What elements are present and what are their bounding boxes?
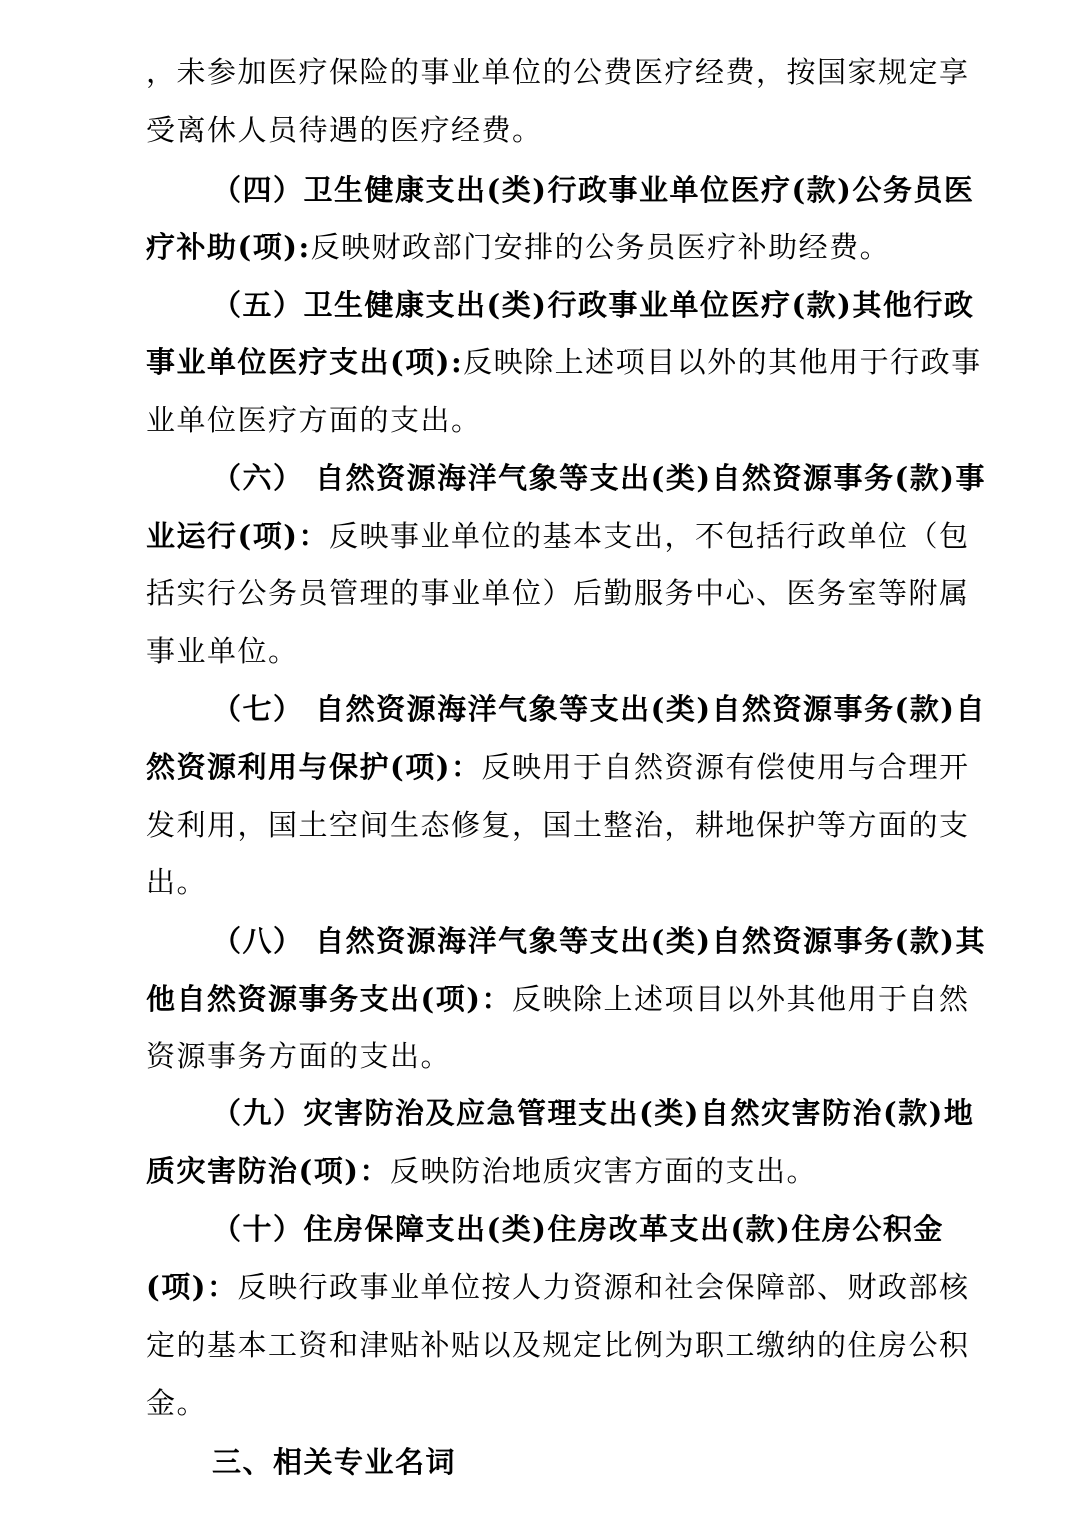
section-heading-7 — [212, 689, 986, 729]
text-line — [146, 1325, 970, 1365]
text-span: 金。 — [146, 1386, 208, 1420]
text-line — [146, 1036, 451, 1076]
text-line — [146, 631, 299, 671]
text-line — [146, 747, 969, 787]
term-label: 然资源利用与保护(项)： — [146, 750, 482, 784]
text-line — [146, 227, 890, 267]
section-heading-5 — [212, 285, 974, 325]
text-line — [146, 805, 970, 845]
text-line — [146, 1151, 817, 1191]
text-line — [146, 1267, 969, 1307]
text-line — [146, 110, 543, 150]
text-line — [146, 1383, 207, 1423]
section-title — [212, 1442, 456, 1482]
term-label: 事业单位医疗支出(项): — [146, 345, 464, 379]
text-span: 反映事业单位的基本支出，不包括行政单位（包 — [328, 519, 970, 553]
term-label: 疗补助(项): — [146, 230, 311, 264]
text-span: 受离休人员待遇的医疗经费。 — [146, 113, 543, 147]
text-line — [146, 979, 969, 1019]
section-heading-6 — [212, 458, 986, 498]
text-span: （四）卫生健康支出(类)行政事业单位医疗(款)公务员医 — [212, 173, 975, 207]
term-label: 他自然资源事务支出(项)： — [146, 982, 512, 1016]
text-span: （八） 自然资源海洋气象等支出(类)自然资源事务(款)其 — [212, 924, 986, 958]
text-span: 发利用，国土空间生态修复，国土整治，耕地保护等方面的支 — [146, 808, 970, 842]
text-span: 反映用于自然资源有偿使用与合理开 — [481, 750, 970, 784]
term-label: 业运行(项)： — [146, 519, 329, 553]
text-span: 反映财政部门安排的公务员医疗补助经费。 — [310, 230, 891, 264]
text-span: （十）住房保障支出(类)住房改革支出(款)住房公积金 — [212, 1212, 944, 1246]
term-label: (项)： — [146, 1270, 238, 1304]
text-span: 事业单位。 — [146, 634, 299, 668]
text-span: （九）灾害防治及应急管理支出(类)自然灾害防治(款)地 — [212, 1096, 975, 1130]
text-span: 出。 — [146, 865, 208, 899]
text-span: 反映除上述项目以外其他用于自然 — [511, 982, 970, 1016]
text-span: 反映除上述项目以外的其他用于行政事 — [463, 345, 982, 379]
section-heading-4 — [212, 170, 974, 210]
text-span: （六） 自然资源海洋气象等支出(类)自然资源事务(款)事 — [212, 461, 986, 495]
text-span: （七） 自然资源海洋气象等支出(类)自然资源事务(款)自 — [212, 692, 986, 726]
term-label: 质灾害防治(项)： — [146, 1154, 390, 1188]
text-span: ，未参加医疗保险的事业单位的公费医疗经费，按国家规定享 — [146, 55, 970, 89]
section-heading-8 — [212, 921, 986, 961]
text-line — [146, 516, 969, 556]
text-line — [146, 862, 207, 902]
text-span: （五）卫生健康支出(类)行政事业单位医疗(款)其他行政 — [212, 288, 975, 322]
text-span: 三、相关专业名词 — [212, 1445, 457, 1479]
section-heading-10 — [212, 1209, 944, 1249]
text-span: 定的基本工资和津贴补贴以及规定比例为职工缴纳的住房公积 — [146, 1328, 970, 1362]
text-line — [146, 342, 982, 382]
text-span: 括实行公务员管理的事业单位）后勤服务中心、医务室等附属 — [146, 576, 970, 610]
section-heading-9 — [212, 1093, 974, 1133]
text-line — [146, 573, 970, 613]
text-line — [146, 52, 970, 92]
text-span: 业单位医疗方面的支出。 — [146, 403, 482, 437]
text-span: 反映行政事业单位按人力资源和社会保障部、财政部核 — [237, 1270, 970, 1304]
text-span: 资源事务方面的支出。 — [146, 1039, 452, 1073]
text-line — [146, 400, 482, 440]
text-span: 反映防治地质灾害方面的支出。 — [389, 1154, 817, 1188]
